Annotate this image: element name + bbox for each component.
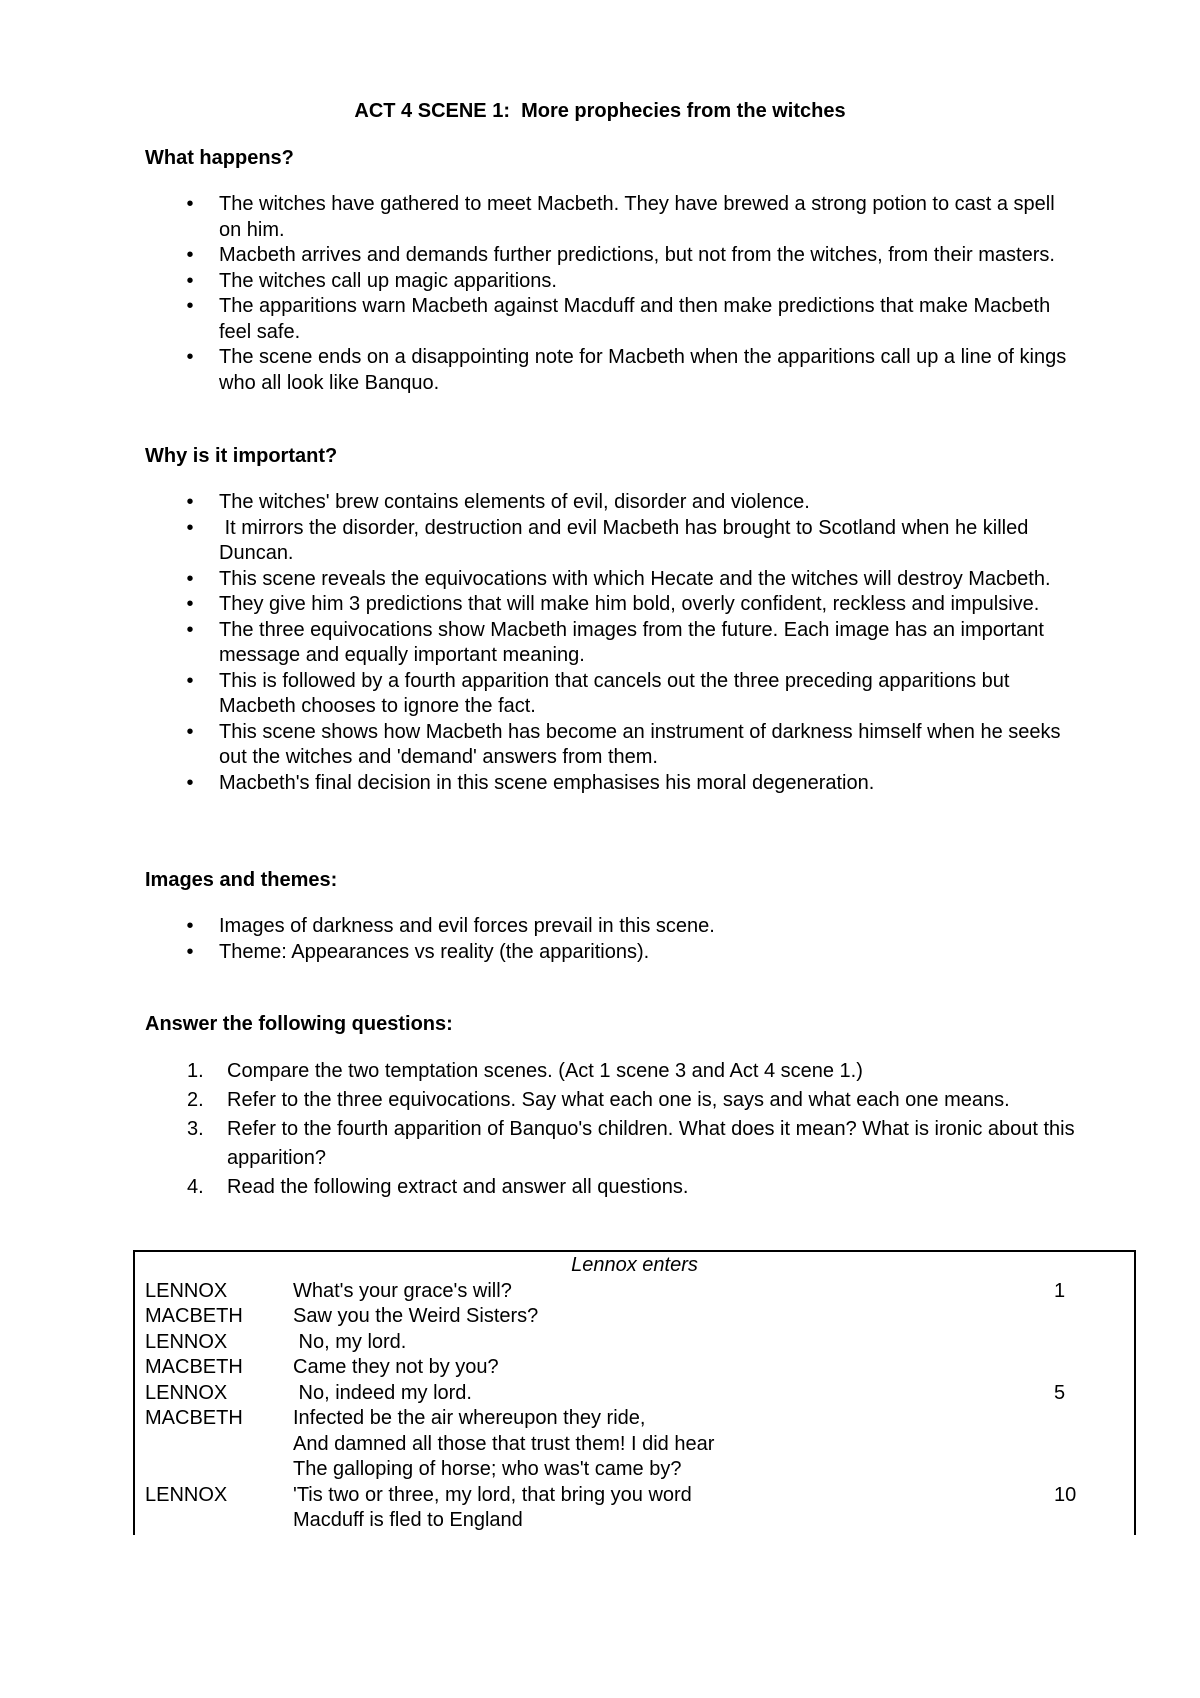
extract-box [133, 1250, 1136, 1535]
question-text: Compare the two temptation scenes. (Act 1 scene 3 and Act 4 scene 1.) [227, 1060, 863, 1082]
questions-list [145, 1057, 1075, 1202]
list-item: • Theme: Appearances vs reality (the apparitions). [145, 940, 1075, 966]
bullet-icon: • [186, 940, 194, 963]
list-item: • This scene reveals the equivocations with which Hecate and the witches will destroy Macbeth. [145, 567, 1075, 593]
line-text: 'Tis two or three, my lord, that bring you word [293, 1483, 692, 1506]
extract-line [135, 1406, 1134, 1432]
bullet-icon: • [186, 346, 194, 368]
question-number: 2. [187, 1089, 204, 1111]
list-item: • Macbeth arrives and demands further predictions, but not from the witches, from their masters. [145, 243, 1075, 269]
list-item: • The scene ends on a disappointing note for Macbeth when the apparitions call up a line of kings who all look like Banquo. [186, 346, 1067, 394]
question-number: 1. [187, 1060, 204, 1082]
bullet-icon: • [186, 269, 194, 292]
bullet-icon: • [186, 193, 194, 215]
line-text: What's your grace's will? [293, 1279, 512, 1302]
extract-line [135, 1355, 1134, 1381]
speaker-name: LENNOX [145, 1483, 228, 1506]
extract-line [135, 1508, 1134, 1534]
why-important-list [145, 490, 1075, 796]
question-item [145, 1173, 1075, 1202]
extract-line [135, 1304, 1134, 1330]
line-text: No, my lord. [293, 1330, 407, 1353]
question-item [145, 1086, 1075, 1115]
question-number: 3. [187, 1118, 204, 1140]
line-text: Came they not by you? [293, 1356, 499, 1378]
question-text: Refer to the three equivocations. Say what each one is, says and what each one means. [227, 1089, 1010, 1111]
extract-line [135, 1432, 1134, 1458]
list-item: • The witches have gathered to meet Macbeth. They have brewed a strong potion to cast a spell on him. [186, 193, 1055, 241]
bullet-icon: • [186, 516, 194, 539]
extract-line [135, 1483, 1134, 1509]
question-text: Refer to the fourth apparition of Banquo's children. What does it mean? What is ironic about this apparition? [227, 1118, 1075, 1169]
bullet-icon: • [186, 720, 194, 743]
line-number: 10 [1054, 1483, 1077, 1506]
speaker-name: LENNOX [145, 1381, 228, 1404]
bullet-icon: • [186, 915, 194, 937]
section-heading-what-happens: What happens? [145, 147, 294, 169]
what-happens-list [145, 192, 1075, 396]
images-themes-list [145, 914, 1075, 965]
question-item [145, 1115, 1075, 1173]
speaker-name: LENNOX [145, 1279, 228, 1302]
list-item: • The apparitions warn Macbeth against Macduff and then make predictions that make Macbeth feel safe. [186, 295, 1051, 343]
list-item: • The witches call up magic apparitions. [145, 269, 1075, 295]
line-number: 1 [1054, 1279, 1066, 1302]
list-item: • The witches' brew contains elements of evil, disorder and violence. [145, 490, 1075, 516]
line-text: And damned all those that trust them! I did hear [293, 1432, 715, 1455]
speaker-name: LENNOX [145, 1330, 228, 1353]
line-text: The galloping of horse; who was't came by? [293, 1458, 682, 1480]
extract-line [135, 1457, 1134, 1483]
page-title: ACT 4 SCENE 1: More prophecies from the witches [354, 100, 846, 122]
bullet-icon: • [186, 567, 194, 590]
bullet-icon: • [186, 669, 194, 692]
line-text: Infected be the air whereupon they ride, [293, 1407, 646, 1429]
bullet-icon: • [186, 618, 194, 641]
list-item: • This scene shows how Macbeth has become an instrument of darkness himself when he seeks out the witches and 'demand' answers from them. [186, 720, 1061, 768]
stage-direction: Lennox enters [571, 1254, 698, 1276]
bullet-icon: • [186, 491, 194, 513]
section-heading-questions: Answer the following questions: [145, 1013, 453, 1035]
speaker-name: MACBETH [145, 1407, 243, 1429]
extract-line [135, 1330, 1134, 1356]
list-item: • They give him 3 predictions that will make him bold, overly confident, reckless and impulsive. [145, 592, 1075, 618]
bullet-icon: • [186, 295, 194, 317]
extract-line [135, 1279, 1134, 1305]
bullet-icon: • [186, 244, 194, 266]
line-number: 5 [1054, 1381, 1066, 1404]
line-text: Saw you the Weird Sisters? [293, 1305, 539, 1327]
question-text: Read the following extract and answer all questions. [227, 1176, 689, 1198]
line-text: No, indeed my lord. [293, 1381, 472, 1404]
question-number: 4. [187, 1176, 204, 1198]
list-item: • Images of darkness and evil forces prevail in this scene. [145, 914, 1075, 940]
section-heading-images-themes: Images and themes: [145, 869, 338, 891]
list-item: • Macbeth's final decision in this scene emphasises his moral degeneration. [145, 771, 1075, 797]
speaker-name: MACBETH [145, 1356, 243, 1378]
speaker-name: MACBETH [145, 1305, 243, 1327]
section-heading-why-important: Why is it important? [145, 445, 338, 467]
list-item: • It mirrors the disorder, destruction and evil Macbeth has brought to Scotland when he killed Duncan. [186, 516, 1034, 564]
list-item: • The three equivocations show Macbeth images from the future. Each image has an important message and equally important meaning. [186, 618, 1044, 666]
question-item [145, 1057, 1075, 1086]
list-item: • This is followed by a fourth apparition that cancels out the three preceding apparitions but Macbeth chooses to ignore the fact. [186, 669, 1010, 717]
extract-line [135, 1381, 1134, 1407]
bullet-icon: • [186, 593, 194, 615]
line-text: Macduff is fled to England [293, 1509, 523, 1531]
bullet-icon: • [186, 771, 194, 794]
